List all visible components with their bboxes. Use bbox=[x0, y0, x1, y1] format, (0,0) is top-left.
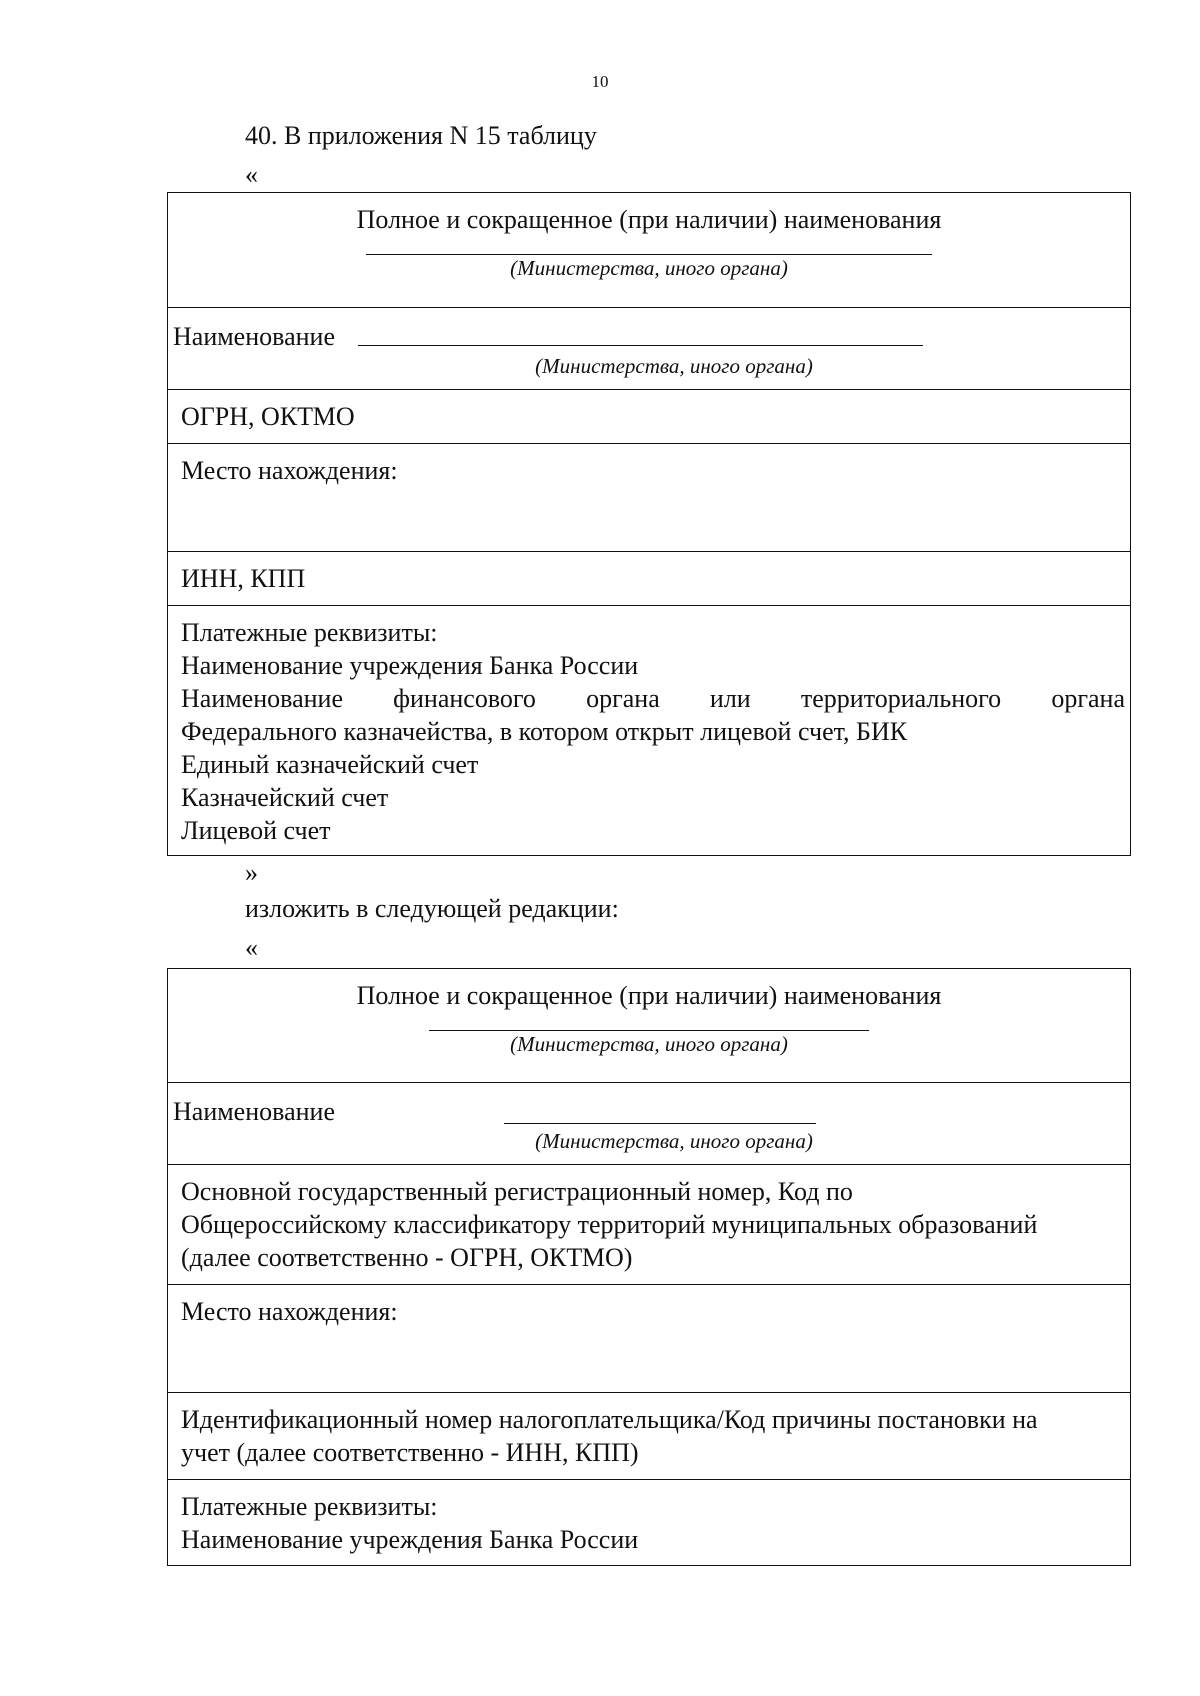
open-quote-new: « bbox=[245, 933, 258, 962]
payment-title: Платежные реквизиты: bbox=[181, 618, 438, 647]
name-cell bbox=[168, 308, 1131, 390]
new-name-cell bbox=[168, 1083, 1131, 1165]
new-payment-bank: Наименование учреждения Банка России bbox=[181, 1525, 639, 1554]
new-payment-cell bbox=[168, 1480, 1131, 1566]
new-title-blank-line bbox=[429, 1012, 869, 1031]
table-new bbox=[167, 968, 1131, 1566]
new-location-cell bbox=[168, 1285, 1131, 1393]
title-cell bbox=[168, 193, 1131, 308]
close-quote: » bbox=[245, 858, 258, 887]
new-inn-cell bbox=[168, 1393, 1131, 1480]
inn-cell bbox=[168, 552, 1131, 606]
payment-cell bbox=[168, 606, 1131, 856]
new-inn-1: Идентификационный номер налогоплательщика/Код причины постановки на bbox=[181, 1405, 1038, 1434]
ogrn-text: ОГРН, ОКТМО bbox=[181, 402, 355, 431]
ogrn-cell bbox=[168, 390, 1131, 444]
payment-bank: Наименование учреждения Банка России bbox=[181, 651, 639, 680]
name-caption: (Министерства, иного органа) bbox=[535, 354, 813, 378]
new-name-label: Наименование bbox=[173, 1097, 335, 1126]
table-old bbox=[167, 192, 1131, 856]
new-ogrn-2: Общероссийскому классификатору территорий муниципальных образований bbox=[181, 1210, 1038, 1239]
transition-text: изложить в следующей редакции: bbox=[245, 894, 619, 923]
new-payment-title: Платежные реквизиты: bbox=[181, 1492, 438, 1521]
new-inn-2: учет (далее соответственно - ИНН, КПП) bbox=[181, 1438, 639, 1467]
title-caption: (Министерства, иного органа) bbox=[510, 256, 788, 280]
title-text: Полное и сокращенное (при наличии) наименования bbox=[356, 205, 942, 234]
page-number: 10 bbox=[591, 72, 609, 91]
new-title-text: Полное и сокращенное (при наличии) наименования bbox=[356, 981, 942, 1010]
new-ogrn-1: Основной государственный регистрационный номер, Код по bbox=[181, 1177, 853, 1206]
new-ogrn-3: (далее соответственно - ОГРН, ОКТМО) bbox=[181, 1243, 633, 1272]
payment-treasury-account: Казначейский счет bbox=[181, 783, 389, 812]
name-label: Наименование bbox=[173, 322, 335, 351]
title-blank-line bbox=[366, 236, 932, 255]
location-text: Место нахождения: bbox=[181, 456, 398, 485]
paragraph-40: 40. В приложения N 15 таблицу bbox=[245, 121, 597, 150]
new-ogrn-cell bbox=[168, 1165, 1131, 1285]
new-name-blank-line bbox=[504, 1122, 816, 1124]
payment-personal-account: Лицевой счет bbox=[181, 816, 331, 845]
new-title-caption: (Министерства, иного органа) bbox=[510, 1032, 788, 1056]
new-title-cell bbox=[168, 969, 1131, 1083]
open-quote-old: « bbox=[245, 160, 258, 189]
inn-text: ИНН, КПП bbox=[181, 564, 306, 593]
new-location-text: Место нахождения: bbox=[181, 1297, 398, 1326]
payment-single-account: Единый казначейский счет bbox=[181, 750, 479, 779]
new-name-caption: (Министерства, иного органа) bbox=[535, 1129, 813, 1153]
name-blank-line bbox=[358, 344, 923, 346]
location-cell bbox=[168, 444, 1131, 552]
payment-fin-organ-2: Федерального казначейства, в котором открыт лицевой счет, БИК bbox=[181, 717, 908, 746]
payment-fin-organ-1: Наименование финансового органа или территориального органа bbox=[181, 684, 1125, 713]
